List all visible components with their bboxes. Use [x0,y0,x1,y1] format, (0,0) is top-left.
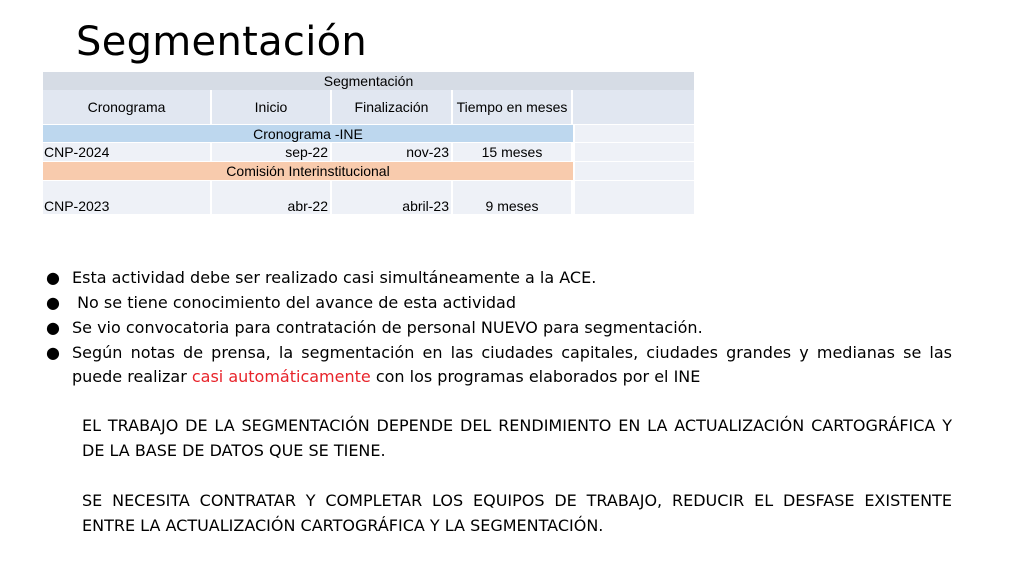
header-finalizacion: Finalización [332,90,453,124]
table-caption: Segmentación [43,72,694,90]
bullet-text-end: con los programas elaborados por el INE [370,367,701,386]
bullet-text: No se tiene conocimiento del avance de esta actividad [72,293,517,312]
table-header-row [43,90,694,124]
section-comision-row [43,162,694,180]
cell-empty [575,181,694,214]
cell-inicio: sep-22 [212,143,332,161]
cell-cronograma: CNP-2023 [43,181,212,214]
section-comision: Comisión Interinstitucional [43,162,573,180]
highlighted-text: casi automáticamente [191,367,371,386]
cell-inicio: abr-22 [212,181,332,214]
bullet-icon: ● [46,268,60,287]
table-caption-row [43,72,694,90]
table-row [43,181,694,214]
bullet-text: Según notas de prensa, la segmentación en las ciudades capitales, ciudades grandes y medianas se las puede realizar [72,343,952,386]
cell-cronograma: CNP-2024 [43,143,212,161]
list-item [44,291,952,316]
list-item [44,266,952,291]
bullet-icon: ● [46,343,60,362]
conclusion-paragraph-1: EL TRABAJO DE LA SEGMENTACIÓN DEPENDE DEL RENDIMIENTO EN LA ACTUALIZACIÓN CARTOGRÁFICA Y DE LA BASE DE DATOS QUE SE TIENE. [82,416,952,460]
bullet-icon: ● [46,293,60,312]
bullet-icon: ● [46,318,60,337]
slide-title: Segmentación [76,19,368,65]
section-ine-row [43,125,694,142]
header-tiempo: Tiempo en meses [453,90,573,124]
section-ine-empty [575,125,694,142]
header-empty [573,90,694,124]
conclusion-paragraph-2: SE NECESITA CONTRATAR Y COMPLETAR LOS EQUIPOS DE TRABAJO, REDUCIR EL DESFASE EXISTENTE ENTRE LA ACTUALIZACIÓN CARTOGRÁFICA Y LA SEGMENTACIÓN. [82,491,952,535]
cell-finalizacion: abril-23 [332,181,453,214]
list-item [44,316,952,341]
cell-finalizacion: nov-23 [332,143,453,161]
header-inicio: Inicio [212,90,332,124]
cell-empty [575,143,694,161]
section-comision-empty [575,162,694,180]
header-cronograma: Cronograma [43,90,212,124]
bullet-text: Se vio convocatoria para contratación de personal NUEVO para segmentación. [72,318,703,337]
list-item [44,341,952,389]
cell-tiempo: 9 meses [453,181,573,214]
bullet-list [44,266,952,389]
table-row [43,143,694,161]
cell-tiempo: 15 meses [453,143,573,161]
bullet-text: Esta actividad debe ser realizado casi simultáneamente a la ACE. [72,268,597,287]
section-ine: Cronograma -INE [43,125,573,142]
